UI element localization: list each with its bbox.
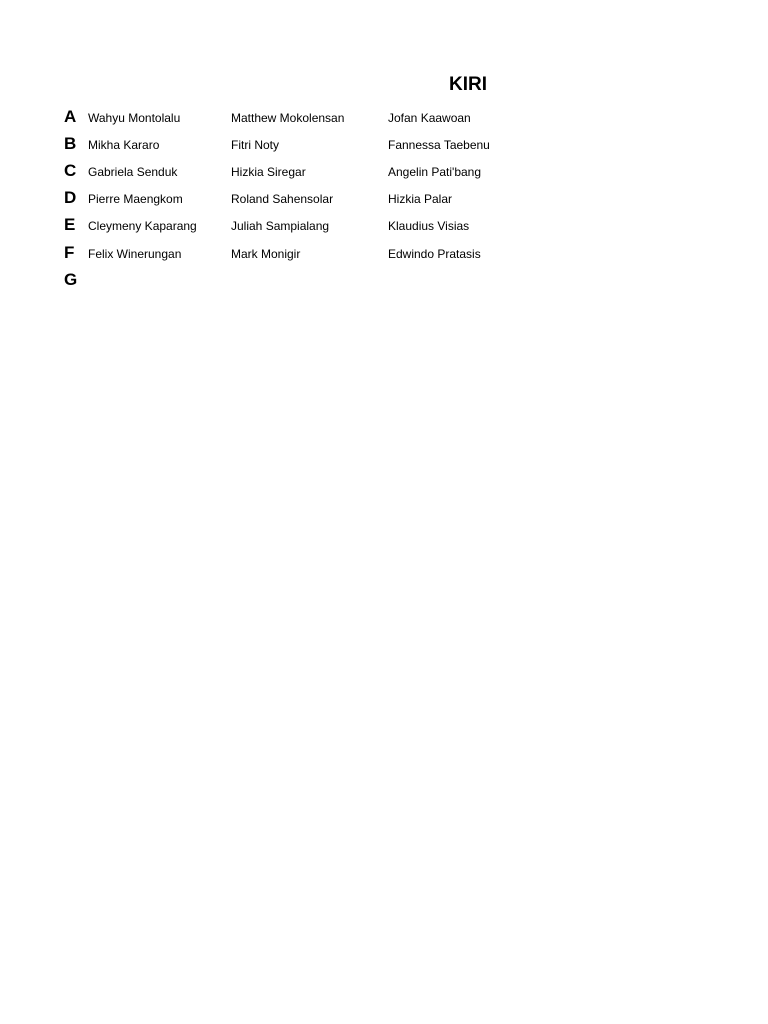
- name-cell: Fannessa Taebenu: [388, 138, 490, 152]
- row-label: C: [64, 161, 77, 180]
- name-cell: Felix Winerungan: [88, 247, 182, 261]
- group-row-e: [0, 215, 768, 245]
- row-label: A: [64, 107, 77, 126]
- row-label: B: [64, 134, 77, 153]
- name-cell: Roland Sahensolar: [231, 192, 334, 206]
- name-cell: Edwindo Pratasis: [388, 247, 481, 261]
- row-label: E: [64, 215, 76, 234]
- name-cell: Juliah Sampialang: [231, 219, 330, 233]
- name-cell: Fitri Noty: [231, 138, 279, 152]
- name-cell: Cleymeny Kaparang: [88, 219, 197, 233]
- name-cell: Pierre Maengkom: [88, 192, 183, 206]
- group-row-d: [0, 188, 768, 218]
- name-cell: Gabriela Senduk: [88, 165, 178, 179]
- group-row-c: [0, 161, 768, 191]
- group-row-b: [0, 134, 768, 164]
- name-cell: Mark Monigir: [231, 247, 301, 261]
- row-label: F: [64, 243, 75, 262]
- group-row-a: [0, 107, 768, 137]
- name-cell: Angelin Pati'bang: [388, 165, 482, 179]
- name-cell: Hizkia Palar: [388, 192, 453, 206]
- group-row-f: [0, 243, 768, 273]
- name-cell: Jofan Kaawoan: [388, 111, 471, 125]
- name-cell: Mikha Kararo: [88, 138, 160, 152]
- row-label: G: [64, 270, 78, 289]
- row-label: D: [64, 188, 77, 207]
- name-cell: Matthew Mokolensan: [231, 111, 345, 125]
- group-row-g: [0, 270, 768, 300]
- page-title: KIRI: [449, 74, 487, 95]
- name-cell: Hizkia Siregar: [231, 165, 306, 179]
- name-cell: Klaudius Visias: [388, 219, 470, 233]
- name-cell: Wahyu Montolalu: [88, 111, 181, 125]
